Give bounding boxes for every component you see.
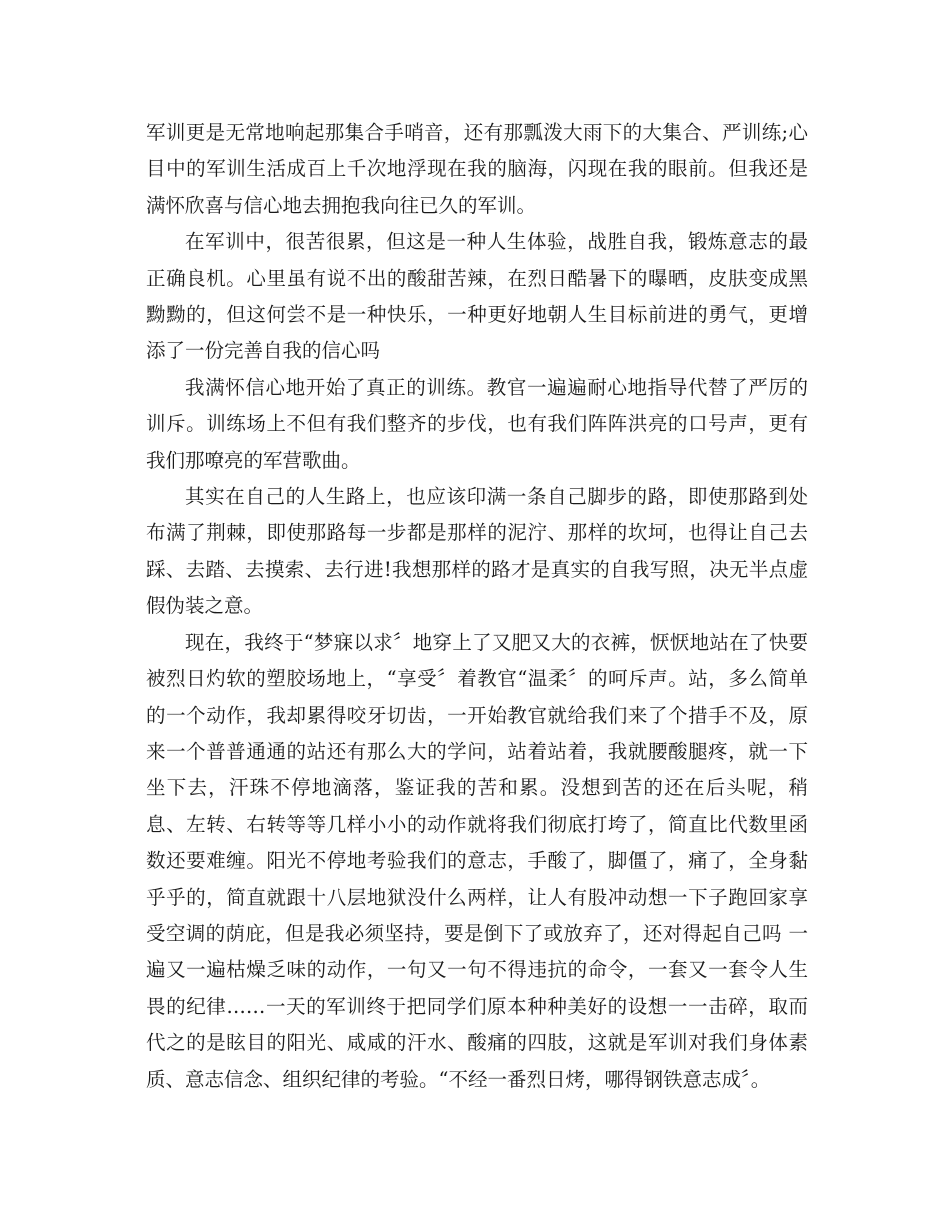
paragraph-5: 现在，我终于“梦寐以求〞地穿上了又肥又大的衣裤，恹恹地站在了快要被烈日灼软的塑胶场地上，“享受〞着教官“温柔〞的呵斥声。站，多么简单的一个动作，我却累得咬牙切齿，一开始教官就给我们来了个措手不及，原来一个普普通通的站还有那么大的学问，站着站着，我就腰酸腿疼，就一下坐下去，汗珠不停地滴落，鉴证我的苦和累。没想到苦的还在后头呢，稍息、左转、右转等等几样小小的动作就将我们彻底打垮了，简直比代数里函数还要难缠。阳光不停地考验我们的意志，手酸了，脚僵了，痛了，全身黏乎乎的，简直就跟十八层地狱没什么两样，让人有股冲动想一下子跑回家享受空调的荫庇，但是我必须坚持，要是倒下了或放弃了，还对得起自己吗 一遍又一遍枯燥乏味的动作，一句又一句不得违抗的命令，一套又一套令人生畏的纪律……一天的军训终于把同学们原本种种美好的设想一一击碎，取而代之的是眩目的阳光、咸咸的汗水、酸痛的四肢，这就是军训对我们身体素质、意志信念、组织纪律的考验。“不经一番烈日烤，哪得钢铁意志成〞。 [146, 630, 808, 1091]
paragraph-2: 在军训中，很苦很累，但这是一种人生体验，战胜自我，锻炼意志的最正确良机。心里虽有说不出的酸甜苦辣，在烈日酷暑下的曝晒，皮肤变成黑黝黝的，但这何尝不是一种快乐，一种更好地朝人生目标前进的勇气，更增添了一份完善自我的信心吗 [146, 230, 808, 363]
paragraph-3: 我满怀信心地开始了真正的训练。教官一遍遍耐心地指导代替了严厉的训斥。训练场上不但有我们整齐的步伐，也有我们阵阵洪亮的口号声，更有我们那嘹亮的军营歌曲。 [146, 375, 808, 472]
document-body [146, 115, 808, 1098]
paragraph-1: 军训更是无常地响起那集合手哨音，还有那瓢泼大雨下的大集合、严训练;心目中的军训生活成百上千次地浮现在我的脑海，闪现在我的眼前。但我还是满怀欣喜与信心地去拥抱我向往已久的军训。 [146, 121, 808, 217]
paragraph-4: 其实在自己的人生路上，也应该印满一条自己脚步的路，即使那路到处布满了荆棘，即使那路每一步都是那样的泥泞、那样的坎坷，也得让自己去踩、去踏、去摸索、去行进!我想那样的路才是真实的自我写照，决无半点虚假伪装之意。 [146, 485, 808, 618]
